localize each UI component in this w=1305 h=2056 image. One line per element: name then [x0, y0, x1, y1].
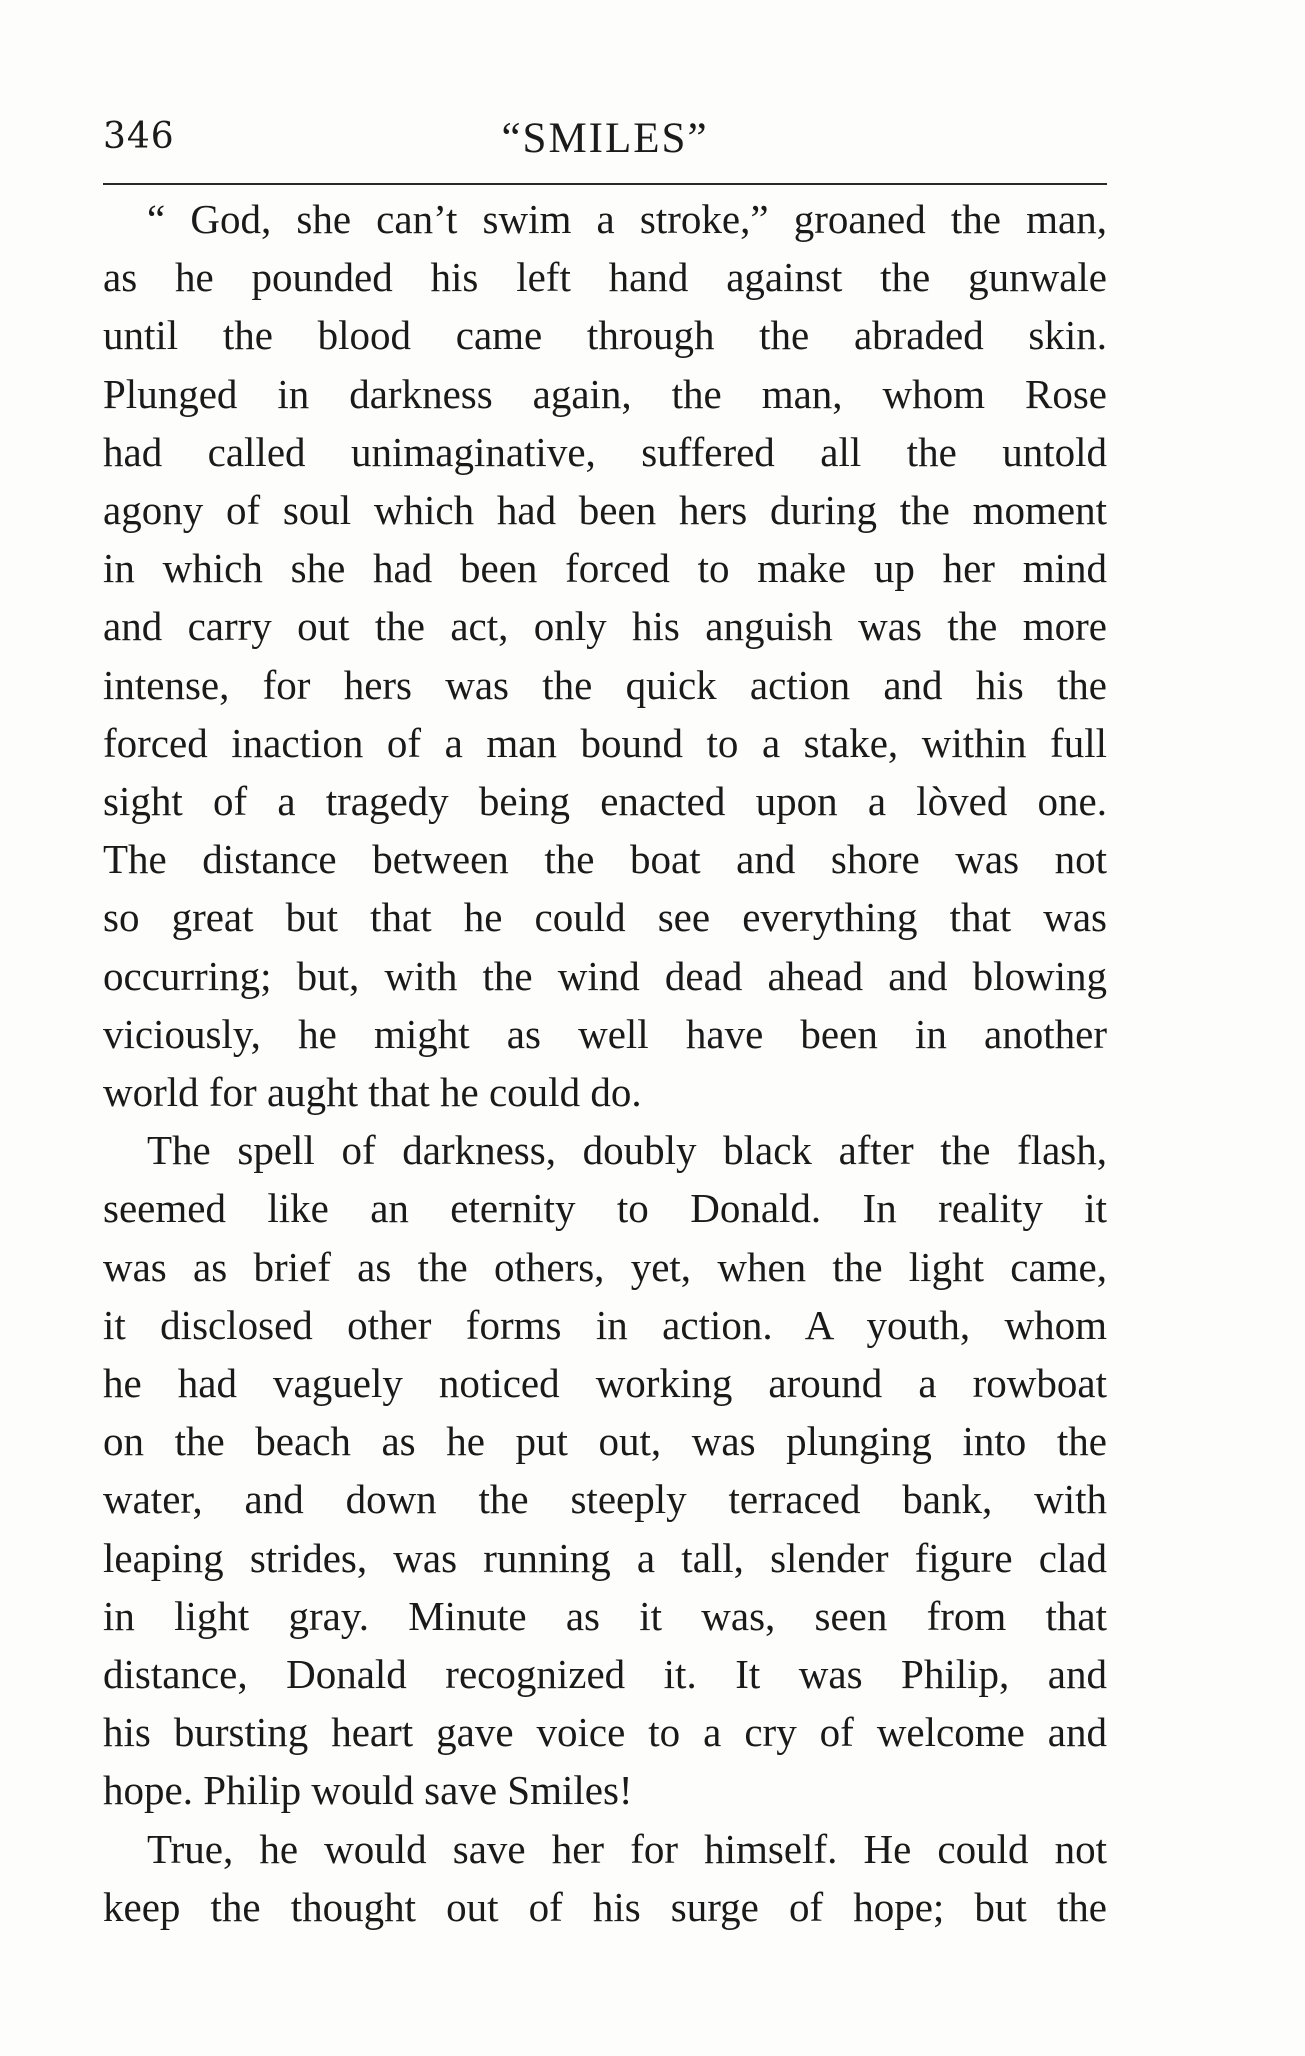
paragraph-2: [103, 1121, 1107, 1819]
text-line: distance, Donald recognized it. It was Philip, and: [103, 1651, 1107, 1698]
page-number: 346: [103, 116, 175, 157]
text-line: leaping strides, was running a tall, slender figure clad: [103, 1534, 1107, 1581]
body-text: [103, 190, 1107, 1936]
text-line: in which she had been forced to make up her mind: [103, 545, 1107, 592]
text-line: so great but that he could see everything that was: [103, 894, 1107, 941]
text-line: The spell of darkness, doubly black after the flash,: [147, 1127, 1107, 1174]
text-line: seemed like an eternity to Donald. In reality it: [103, 1185, 1107, 1232]
text-line: he had vaguely noticed working around a rowboat: [103, 1360, 1107, 1407]
text-line: forced inaction of a man bound to a stake, within full: [103, 719, 1107, 766]
text-line: intense, for hers was the quick action and his the: [103, 661, 1107, 708]
text-line: it disclosed other forms in action. A youth, whom: [103, 1301, 1107, 1348]
text-line: agony of soul which had been hers during the moment: [103, 487, 1107, 534]
text-line: viciously, he might as well have been in another: [103, 1010, 1107, 1057]
text-line: occurring; but, with the wind dead ahead and blowing: [103, 952, 1107, 999]
text-line: until the blood came through the abraded skin.: [103, 312, 1107, 359]
text-line: Plunged in darkness again, the man, whom Rose: [103, 370, 1107, 417]
text-line: world for aught that he could do.: [103, 1069, 642, 1116]
text-line: as he pounded his left hand against the gunwale: [103, 254, 1107, 301]
text-line: keep the thought out of his surge of hope; but the: [103, 1883, 1107, 1930]
paragraph-3: [103, 1820, 1107, 1936]
text-line: and carry out the act, only his anguish was the more: [103, 603, 1107, 650]
page-header: [103, 110, 1107, 170]
text-line: was as brief as the others, yet, when the light came,: [103, 1243, 1107, 1290]
header-rule: [103, 183, 1107, 185]
text-line: on the beach as he put out, was plunging into the: [103, 1418, 1107, 1465]
text-line: The distance between the boat and shore was not: [103, 836, 1107, 883]
text-line: True, he would save her for himself. He could not: [147, 1825, 1107, 1872]
text-line: hope. Philip would save Smiles!: [103, 1767, 633, 1814]
running-title: “SMILES”: [501, 115, 709, 162]
text-line: his bursting heart gave voice to a cry of welcome and: [103, 1709, 1107, 1756]
text-line: water, and down the steeply terraced bank, with: [103, 1476, 1107, 1523]
paragraph-1: [103, 190, 1107, 1121]
text-line: had called unimaginative, suffered all the untold: [103, 428, 1107, 475]
text-line: “ God, she can’t swim a stroke,” groaned the man,: [147, 196, 1107, 242]
text-line: in light gray. Minute as it was, seen from that: [103, 1592, 1107, 1639]
text-line: sight of a tragedy being enacted upon a lòved one.: [103, 778, 1107, 825]
